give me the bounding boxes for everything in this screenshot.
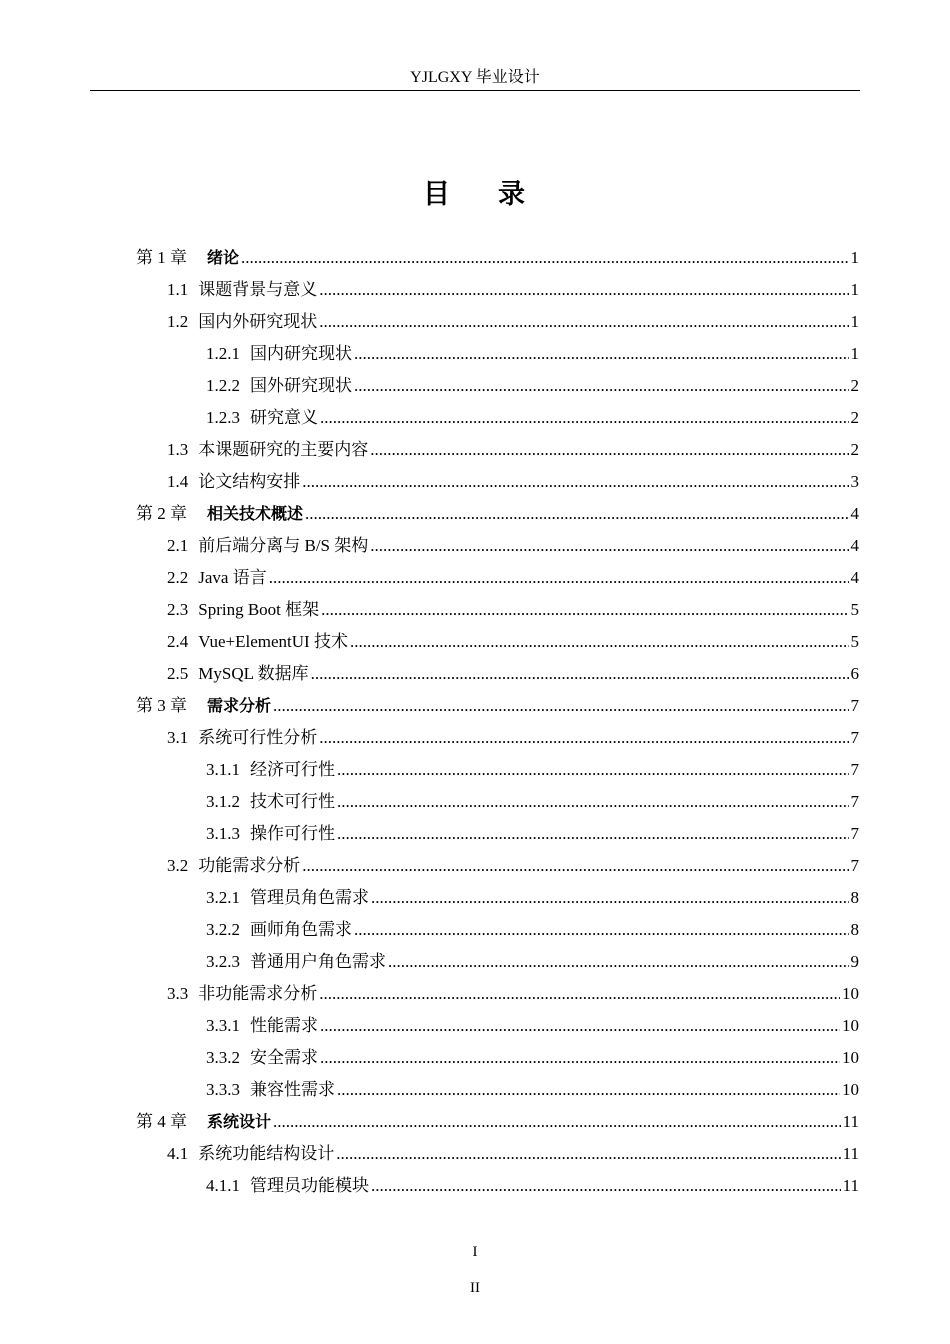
toc-entry-number: 3.2	[167, 856, 189, 875]
toc-entry-page: 10	[842, 1048, 859, 1067]
toc-entry-number: 3.3.3	[206, 1080, 240, 1099]
toc-dot-leader	[320, 1042, 840, 1074]
toc-entry-page: 7	[850, 760, 859, 779]
toc-entry-number: 2.1	[167, 536, 189, 555]
toc-entry[interactable]	[0, 434, 950, 466]
toc-entry-number: 2.2	[167, 568, 189, 587]
toc-title-part1: 目	[423, 179, 452, 210]
toc-entry[interactable]	[0, 722, 950, 754]
toc-dot-leader	[337, 818, 849, 850]
toc-entry-number: 3.2.1	[206, 888, 240, 907]
toc-entry-page: 2	[850, 408, 859, 427]
toc-entry-page: 2	[850, 376, 859, 395]
toc-entry-number: 第 1 章	[136, 248, 187, 267]
toc-entry-page: 7	[850, 696, 859, 715]
toc-dot-leader	[371, 1170, 841, 1202]
toc-entry-page: 10	[842, 1016, 859, 1035]
toc-entry[interactable]	[0, 274, 950, 306]
toc-entry-number: 2.5	[167, 664, 189, 683]
toc-entry-page: 3	[850, 472, 859, 491]
toc-entry-title: MySQL 数据库	[198, 664, 309, 683]
toc-entry-page: 10	[842, 1080, 859, 1099]
page-number-roman-2: II	[470, 1280, 480, 1296]
toc-dot-leader	[319, 274, 848, 306]
toc-entry-title: 系统设计	[207, 1112, 272, 1131]
toc-entry[interactable]	[0, 626, 950, 658]
toc-entry-page: 7	[850, 856, 859, 875]
toc-dot-leader	[350, 626, 849, 658]
toc-entry-page: 1	[850, 280, 859, 299]
toc-dot-leader	[354, 338, 849, 370]
toc-entry-page: 1	[850, 248, 859, 267]
toc-dot-leader	[320, 1010, 840, 1042]
toc-entry-number: 1.3	[167, 440, 189, 459]
toc-dot-leader	[320, 402, 849, 434]
toc-entry-title: 管理员角色需求	[250, 888, 369, 907]
toc-entry[interactable]	[0, 690, 950, 722]
toc-entry[interactable]	[0, 1074, 950, 1106]
toc-entry-number: 3.1	[167, 728, 189, 747]
toc-entry-page: 1	[850, 312, 859, 331]
toc-entry-page: 5	[850, 632, 859, 651]
toc-entry[interactable]	[0, 1138, 950, 1170]
toc-entry-title: 课题背景与意义	[198, 280, 318, 299]
toc-entry-number: 第 3 章	[136, 696, 187, 715]
toc-dot-leader	[319, 978, 840, 1010]
toc-entry-title: 系统可行性分析	[198, 728, 318, 747]
toc-entry-title: 技术可行性	[250, 792, 335, 811]
toc-entry-number: 4.1	[167, 1144, 189, 1163]
toc-entry-number: 1.2.3	[206, 408, 240, 427]
toc-title	[0, 176, 950, 214]
toc-entry-title: 操作可行性	[250, 824, 335, 843]
toc-entry-number: 1.4	[167, 472, 189, 491]
toc-dot-leader	[388, 946, 849, 978]
toc-entry[interactable]	[0, 1042, 950, 1074]
page-header	[90, 66, 860, 91]
toc-entry-page: 6	[850, 664, 859, 683]
toc-entry-title: 研究意义	[250, 408, 318, 427]
toc-entry-title: 画师角色需求	[250, 920, 352, 939]
toc-entry-page: 2	[850, 440, 859, 459]
toc-entry-title: 非功能需求分析	[198, 984, 318, 1003]
toc-entry-number: 第 2 章	[136, 504, 187, 523]
toc-entry[interactable]	[0, 658, 950, 690]
toc-entry-page: 10	[842, 984, 859, 1003]
toc-dot-leader	[302, 466, 848, 498]
toc-entry-title: 经济可行性	[250, 760, 335, 779]
toc-entry-page: 4	[850, 568, 859, 587]
toc-entry-number: 3.1.3	[206, 824, 240, 843]
toc-title-part2: 录	[498, 179, 527, 210]
toc-entry[interactable]	[0, 530, 950, 562]
header-text: YJLGXY 毕业设计	[410, 69, 540, 86]
toc-entry-page: 1	[850, 344, 859, 363]
toc-dot-leader	[273, 690, 848, 722]
toc-dot-leader	[354, 914, 849, 946]
toc-dot-leader	[370, 530, 848, 562]
toc-entry-title: 本课题研究的主要内容	[198, 440, 369, 459]
toc-entry-page: 11	[842, 1176, 859, 1195]
toc-dot-leader	[354, 370, 849, 402]
toc-entry-page: 8	[850, 920, 859, 939]
toc-entry[interactable]	[0, 498, 950, 530]
toc-dot-leader	[269, 562, 849, 594]
toc-entry-number: 4.1.1	[206, 1176, 240, 1195]
toc-entry-page: 7	[850, 824, 859, 843]
toc-entry-number: 3.1.2	[206, 792, 240, 811]
toc-entry-title: 需求分析	[207, 696, 272, 715]
toc-entry[interactable]	[0, 850, 950, 882]
toc-entry-number: 3.3	[167, 984, 189, 1003]
toc-entry[interactable]	[0, 370, 950, 402]
table-of-contents	[0, 242, 950, 1202]
toc-dot-leader	[319, 722, 848, 754]
toc-entry[interactable]	[0, 594, 950, 626]
toc-entry-number: 3.2.3	[206, 952, 240, 971]
toc-entry[interactable]	[0, 242, 950, 274]
toc-entry-title: 安全需求	[250, 1048, 318, 1067]
toc-entry-number: 1.1	[167, 280, 189, 299]
page-number-roman-1: I	[472, 1244, 478, 1260]
toc-entry[interactable]	[0, 1106, 950, 1138]
toc-entry-page: 5	[850, 600, 859, 619]
toc-entry-number: 3.1.1	[206, 760, 240, 779]
toc-entry-title: 功能需求分析	[198, 856, 301, 875]
toc-entry[interactable]	[0, 786, 950, 818]
toc-dot-leader	[337, 1074, 840, 1106]
toc-entry-title: 绪论	[207, 248, 240, 267]
toc-dot-leader	[273, 1106, 841, 1138]
toc-entry-page: 9	[850, 952, 859, 971]
toc-dot-leader	[319, 306, 848, 338]
toc-entry[interactable]	[0, 306, 950, 338]
toc-dot-leader	[370, 434, 848, 466]
toc-entry-page: 7	[850, 728, 859, 747]
toc-entry-title: 国内外研究现状	[198, 312, 318, 331]
toc-entry[interactable]	[0, 338, 950, 370]
toc-entry-title: Spring Boot 框架	[198, 600, 320, 619]
toc-dot-leader	[241, 242, 848, 274]
toc-entry-page: 4	[850, 504, 859, 523]
toc-entry[interactable]	[0, 562, 950, 594]
toc-entry-title: Java 语言	[198, 568, 267, 587]
toc-dot-leader	[337, 754, 849, 786]
toc-entry[interactable]	[0, 946, 950, 978]
toc-entry[interactable]	[0, 914, 950, 946]
toc-entry[interactable]	[0, 818, 950, 850]
toc-entry[interactable]	[0, 1170, 950, 1202]
toc-entry-page: 11	[842, 1112, 859, 1131]
toc-entry-title: 国外研究现状	[250, 376, 352, 395]
toc-entry-number: 3.3.2	[206, 1048, 240, 1067]
toc-entry-title: 性能需求	[250, 1016, 318, 1035]
toc-entry-title: Vue+ElementUI 技术	[198, 632, 348, 651]
toc-entry[interactable]	[0, 1010, 950, 1042]
toc-entry-number: 3.2.2	[206, 920, 240, 939]
toc-entry-number: 2.3	[167, 600, 189, 619]
toc-entry[interactable]	[0, 978, 950, 1010]
toc-entry-title: 国内研究现状	[250, 344, 352, 363]
toc-dot-leader	[371, 882, 849, 914]
toc-entry[interactable]	[0, 882, 950, 914]
toc-entry-number: 1.2.2	[206, 376, 240, 395]
toc-entry-title: 前后端分离与 B/S 架构	[198, 536, 369, 555]
toc-entry-number: 1.2	[167, 312, 189, 331]
toc-entry-number: 2.4	[167, 632, 189, 651]
toc-dot-leader	[337, 786, 849, 818]
toc-entry-title: 论文结构安排	[198, 472, 301, 491]
toc-entry-title: 相关技术概述	[207, 504, 304, 523]
toc-entry-number: 第 4 章	[136, 1112, 187, 1131]
toc-entry-page: 7	[850, 792, 859, 811]
toc-dot-leader	[305, 498, 848, 530]
toc-entry-title: 管理员功能模块	[250, 1176, 369, 1195]
toc-entry[interactable]	[0, 402, 950, 434]
toc-dot-leader	[321, 594, 848, 626]
toc-dot-leader	[336, 1138, 840, 1170]
toc-entry-title: 兼容性需求	[250, 1080, 335, 1099]
toc-dot-leader	[311, 658, 849, 690]
toc-entry-page: 4	[850, 536, 859, 555]
toc-entry-number: 1.2.1	[206, 344, 240, 363]
toc-entry-page: 11	[842, 1144, 859, 1163]
toc-entry-title: 系统功能结构设计	[198, 1144, 335, 1163]
toc-entry-page: 8	[850, 888, 859, 907]
toc-entry-title: 普通用户角色需求	[250, 952, 386, 971]
toc-dot-leader	[302, 850, 848, 882]
toc-entry-number: 3.3.1	[206, 1016, 240, 1035]
toc-entry[interactable]	[0, 754, 950, 786]
toc-entry[interactable]	[0, 466, 950, 498]
